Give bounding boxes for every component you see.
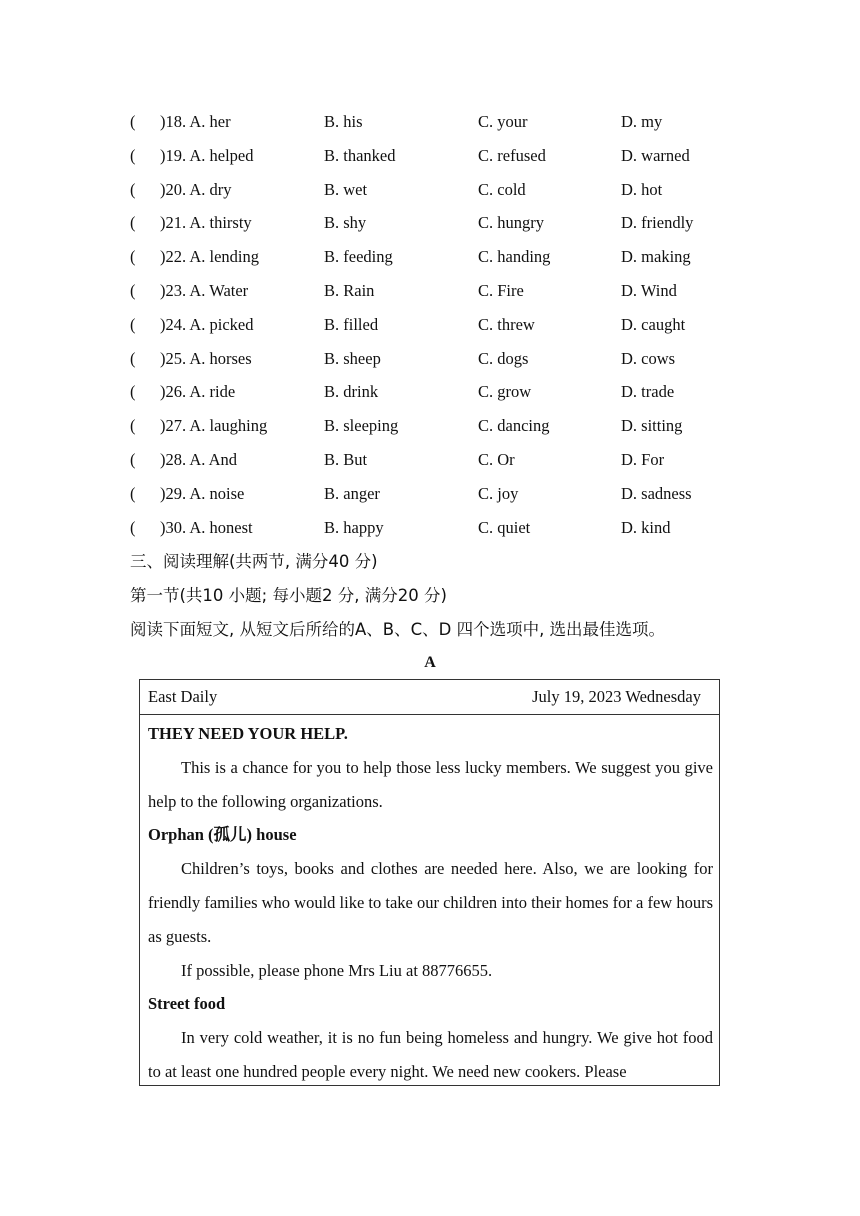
- option-c: C. quiet: [478, 517, 531, 537]
- newspaper-name: East Daily: [148, 687, 218, 706]
- newspaper-header: [140, 680, 719, 715]
- intro-paragraph: This is a chance for you to help those less lucky members. We suggest you give help to the following organizations.: [148, 757, 713, 811]
- newspaper-date: July 19, 2023 Wednesday: [532, 687, 701, 706]
- option-c: C. handing: [478, 247, 551, 267]
- option-d: D. friendly: [621, 213, 694, 233]
- option-d: D. Wind: [621, 280, 677, 300]
- option-b: B. thanked: [324, 145, 396, 165]
- org1-title: Orphan (孤儿) house: [148, 825, 297, 845]
- option-c: C. dogs: [478, 348, 529, 368]
- answer-blank[interactable]: (: [130, 483, 136, 503]
- option-d: D. trade: [621, 382, 675, 402]
- headline: THEY NEED YOUR HELP.: [148, 724, 348, 743]
- question-row: [130, 480, 770, 514]
- option-d: D. sadness: [621, 483, 692, 503]
- option-b: B. shy: [324, 213, 367, 233]
- question-row: [130, 243, 770, 277]
- option-a: )18. A. her: [160, 112, 231, 131]
- option-c: C. Fire: [478, 280, 524, 300]
- newspaper-box: [139, 679, 720, 1086]
- answer-blank[interactable]: (: [130, 213, 136, 233]
- option-b: B. wet: [324, 179, 368, 199]
- org2-paragraph: In very cold weather, it is no fun being homeless and hungry. We give hot food to at least one hundred people every night. We need new cookers. Please: [148, 1028, 713, 1081]
- question-row: [130, 311, 770, 345]
- answer-blank[interactable]: (: [130, 382, 136, 402]
- option-d: D. For: [621, 449, 665, 469]
- answer-blank[interactable]: (: [130, 314, 136, 334]
- option-c: C. cold: [478, 179, 526, 199]
- option-b: B. sheep: [324, 348, 381, 368]
- option-b: B. anger: [324, 483, 380, 503]
- option-b: B. sleeping: [324, 416, 399, 436]
- option-d: D. kind: [621, 517, 671, 537]
- option-a: )28. A. And: [160, 449, 238, 469]
- answer-blank[interactable]: (: [130, 145, 136, 165]
- option-a: )27. A. laughing: [160, 416, 268, 436]
- option-b: B. feeding: [324, 247, 393, 267]
- option-c: C. grow: [478, 382, 532, 402]
- question-row: [130, 446, 770, 480]
- option-c: C. threw: [478, 314, 535, 334]
- option-d: D. sitting: [621, 416, 683, 436]
- option-a: )25. A. horses: [160, 348, 252, 368]
- option-b: B. But: [324, 449, 368, 469]
- option-a: )20. A. dry: [160, 179, 232, 199]
- option-a: )26. A. ride: [160, 382, 236, 402]
- question-row: [130, 345, 770, 379]
- option-a: )22. A. lending: [160, 247, 259, 267]
- answer-blank[interactable]: (: [130, 112, 136, 131]
- question-row: [130, 378, 770, 412]
- option-b: B. his: [324, 112, 363, 131]
- option-a: )30. A. honest: [160, 517, 253, 537]
- question-row: [130, 176, 770, 210]
- option-b: B. filled: [324, 314, 379, 334]
- answer-blank[interactable]: (: [130, 517, 136, 537]
- option-d: D. hot: [621, 179, 663, 199]
- option-a: )23. A. Water: [160, 280, 249, 300]
- option-d: D. caught: [621, 314, 686, 334]
- answer-blank[interactable]: (: [130, 247, 136, 267]
- question-row: [130, 412, 770, 446]
- instruction-text: 阅读下面短文, 从短文后所给的A、B、C、D 四个选项中, 选出最佳选项。: [130, 620, 666, 639]
- newspaper-body: [140, 715, 719, 1086]
- part-heading: 第一节(共10 小题; 每小题2 分, 满分20 分): [130, 586, 447, 605]
- answer-blank[interactable]: (: [130, 280, 136, 300]
- option-c: C. refused: [478, 145, 546, 165]
- answer-blank[interactable]: (: [130, 449, 136, 469]
- question-row: [130, 514, 770, 548]
- answer-blank[interactable]: (: [130, 348, 136, 368]
- answer-blank[interactable]: (: [130, 179, 136, 199]
- answer-blank[interactable]: (: [130, 416, 136, 436]
- question-row: [130, 108, 770, 142]
- question-row: [130, 209, 770, 243]
- section-heading: 三、阅读理解(共两节, 满分40 分): [130, 552, 378, 571]
- question-row: [130, 142, 770, 176]
- option-b: B. happy: [324, 517, 384, 537]
- option-d: D. my: [621, 112, 663, 131]
- option-b: B. drink: [324, 382, 379, 402]
- org1-paragraph: Children’s toys, books and clothes are needed here. Also, we are looking for friendly families who would like to take our children into their homes for a few hours as guests.: [148, 859, 713, 946]
- option-d: D. making: [621, 247, 691, 267]
- option-c: C. hungry: [478, 213, 544, 233]
- option-d: D. warned: [621, 145, 690, 165]
- option-c: C. joy: [478, 483, 519, 503]
- option-d: D. cows: [621, 348, 676, 368]
- org1-contact: If possible, please phone Mrs Liu at 88776655.: [181, 960, 493, 980]
- option-a: )21. A. thirsty: [160, 213, 252, 233]
- option-c: C. your: [478, 112, 528, 131]
- question-row: [130, 277, 770, 311]
- option-a: )29. A. noise: [160, 483, 245, 503]
- org2-title: Street food: [148, 994, 226, 1014]
- question-options-list: [130, 108, 770, 547]
- passage-label: A: [424, 654, 436, 671]
- option-a: )24. A. picked: [160, 314, 254, 334]
- option-c: C. Or: [478, 449, 515, 469]
- option-a: )19. A. helped: [160, 145, 254, 165]
- option-c: C. dancing: [478, 416, 550, 436]
- option-b: B. Rain: [324, 280, 375, 300]
